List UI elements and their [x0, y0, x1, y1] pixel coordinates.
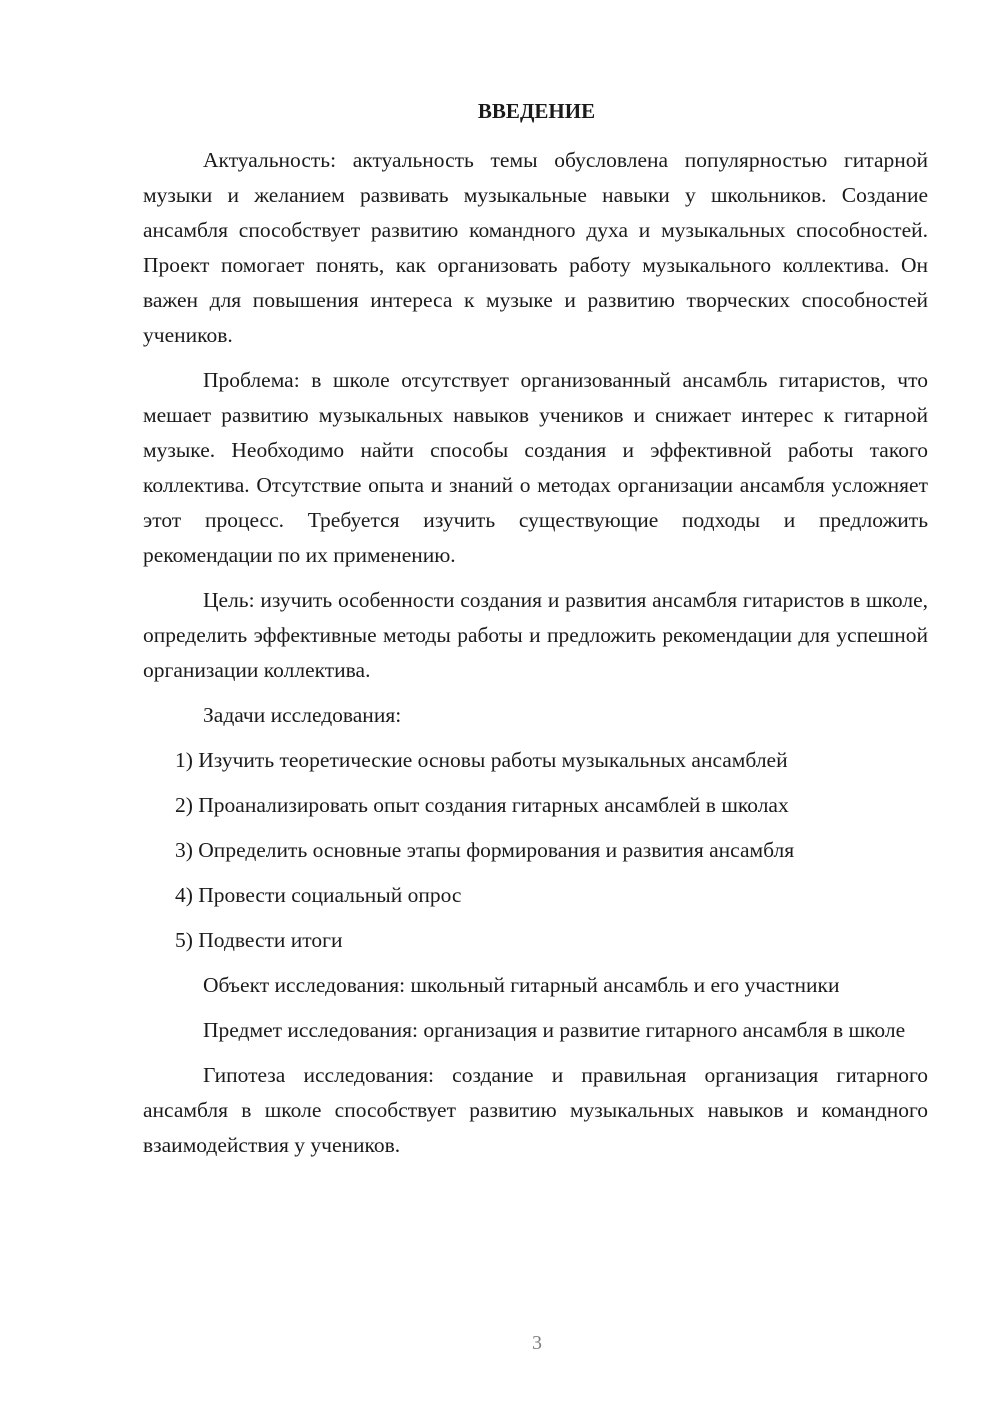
task-item: 5) Подвести итоги [175, 928, 343, 952]
subject-paragraph: Предмет исследования: организация и развитие гитарного ансамбля в школе [203, 1018, 906, 1042]
goal-paragraph: Цель: изучить особенности создания и развития ансамбля гитаристов в школе, определить эффективные методы работы и предложить рекомендации для успешной организации коллектива. [143, 588, 928, 682]
page-body [143, 94, 928, 1173]
tasks-heading: Задачи исследования: [203, 703, 402, 727]
page-number: 3 [532, 1332, 542, 1354]
tasks-list [143, 743, 928, 958]
problem-paragraph: Проблема: в школе отсутствует организованный ансамбль гитаристов, что мешает развитию музыкальных навыков учеников и снижает интерес к гитарной музыке. Необходимо найти способы создания и эффективной работы такого коллектива. Отсутствие опыта и знаний о методах организации ансамбля усложняет этот процесс. Требуется изучить существующие подходы и предложить рекомендации по их применению. [143, 368, 928, 567]
task-item: 1) Изучить теоретические основы работы музыкальных ансамблей [175, 748, 788, 772]
task-item: 2) Проанализировать опыт создания гитарных ансамблей в школах [175, 793, 789, 817]
task-item: 3) Определить основные этапы формирования и развития ансамбля [175, 838, 795, 862]
relevance-paragraph: Актуальность: актуальность темы обусловлена популярностью гитарной музыки и желанием развивать музыкальные навыки у школьников. Создание ансамбля способствует развитию командного духа и музыкальных способностей. Проект помогает понять, как организовать работу музыкального коллектива. Он важен для повышения интереса к музыке и развитию творческих способностей учеников. [143, 148, 928, 347]
task-item: 4) Провести социальный опрос [175, 883, 462, 907]
hypothesis-paragraph: Гипотеза исследования: создание и правильная организация гитарного ансамбля в школе способствует развитию музыкальных навыков и командного взаимодействия у учеников. [143, 1063, 928, 1157]
object-paragraph: Объект исследования: школьный гитарный ансамбль и его участники [203, 973, 840, 997]
page-title: ВВЕДЕНИЕ [477, 99, 596, 123]
